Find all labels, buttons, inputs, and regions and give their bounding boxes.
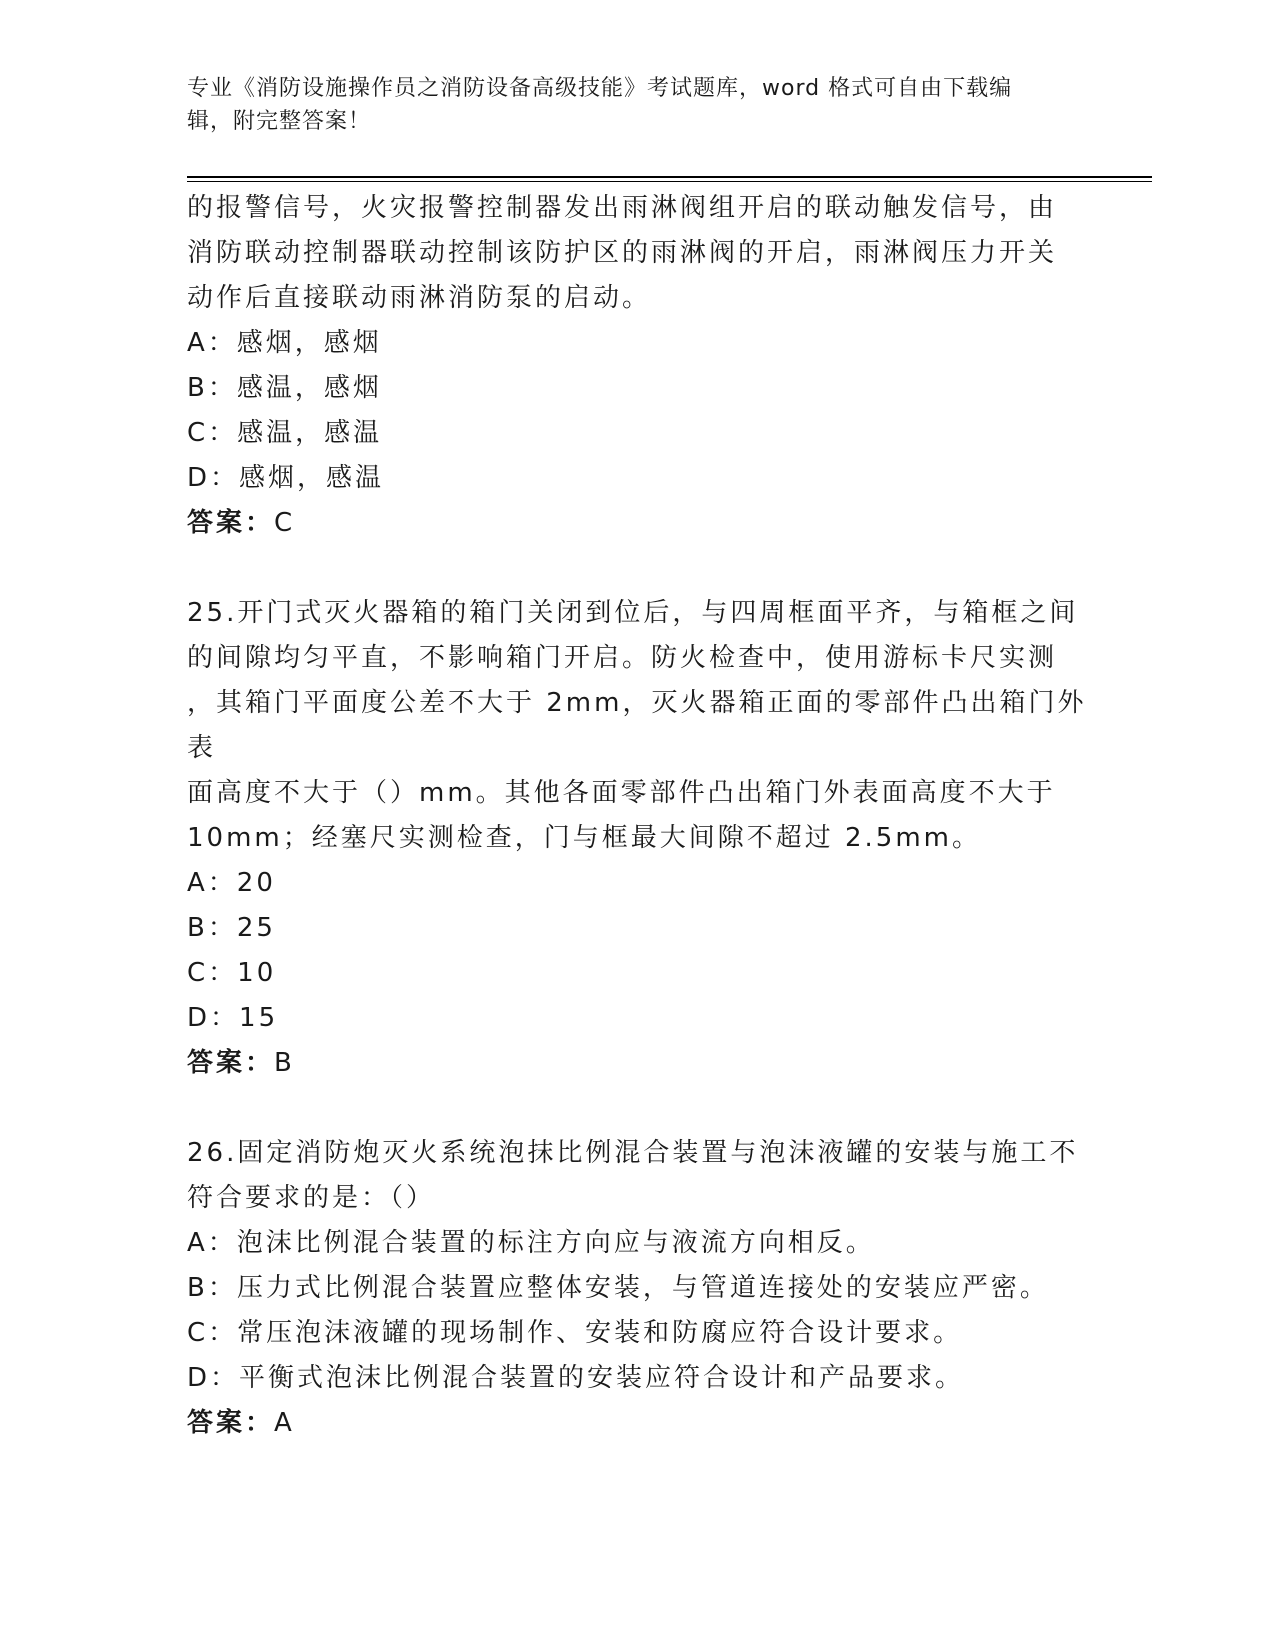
option-c: C：常压泡沫液罐的现场制作、安装和防腐应符合设计要求。: [187, 1318, 963, 1348]
question-24: [187, 186, 1087, 546]
question-stem-line: 面高度不大于（）mm。其他各面零部件凸出箱门外表面高度不大于: [187, 778, 1056, 808]
document-body: [187, 186, 1087, 1446]
answer-value: B: [274, 1048, 295, 1078]
question-stem-line: 10mm；经塞尺实测检查，门与框最大间隙不超过 2.5mm。: [187, 823, 982, 853]
answer-label: 答案：: [187, 1048, 275, 1078]
option-d: D：平衡式泡沫比例混合装置的安装应符合设计和产品要求。: [187, 1363, 965, 1393]
answer: [187, 1041, 1087, 1086]
header-divider-thin: [187, 181, 1152, 182]
question-26: [187, 1131, 1087, 1446]
spacer: [187, 1086, 1087, 1131]
option-d: D：感烟，感温: [187, 463, 385, 493]
header-divider-thick: [187, 176, 1152, 178]
question-stem-line: 动作后直接联动雨淋消防泵的启动。: [187, 283, 652, 313]
option-a: A：感烟，感烟: [187, 328, 382, 358]
answer-label: 答案：: [187, 1408, 275, 1438]
option-a: A：20: [187, 868, 276, 898]
answer: [187, 501, 1087, 546]
page-header: [187, 72, 1067, 138]
option-d: D：15: [187, 1003, 279, 1033]
option-b: B：压力式比例混合装置应整体安装，与管道连接处的安装应严密。: [187, 1273, 1049, 1303]
option-c: C：感温，感温: [187, 418, 383, 448]
question-stem-line: 26.固定消防炮灭火系统泡抹比例混合装置与泡沫液罐的安装与施工不: [187, 1138, 1079, 1168]
question-stem-line: 的间隙均匀平直，不影响箱门开启。防火检查中，使用游标卡尺实测: [187, 643, 1058, 673]
option-b: B：感温，感烟: [187, 373, 382, 403]
question-stem-line: ，其箱门平面度公差不大于 2mm，灭火器箱正面的零部件凸出箱门外表: [187, 688, 1087, 763]
answer-value: C: [274, 508, 296, 538]
question-25: [187, 591, 1087, 1086]
option-c: C：10: [187, 958, 277, 988]
header-line-2: 辑，附完整答案！: [187, 109, 372, 134]
question-stem-line: 消防联动控制器联动控制该防护区的雨淋阀的开启，雨淋阀压力开关: [187, 238, 1058, 268]
spacer: [187, 546, 1087, 591]
answer: [187, 1401, 1087, 1446]
answer-value: A: [274, 1408, 295, 1438]
question-stem-line: 25.开门式灭火器箱的箱门关闭到位后，与四周框面平齐，与箱框之间: [187, 598, 1079, 628]
option-b: B：25: [187, 913, 276, 943]
header-line-1: 专业《消防设施操作员之消防设备高级技能》考试题库，word 格式可自由下载编: [187, 76, 1013, 101]
option-a: A：泡沫比例混合装置的标注方向应与液流方向相反。: [187, 1228, 875, 1258]
answer-label: 答案：: [187, 508, 275, 538]
question-stem-line: 符合要求的是：（）: [187, 1183, 436, 1213]
question-stem-line: 的报警信号，火灾报警控制器发出雨淋阀组开启的联动触发信号，由: [187, 193, 1058, 223]
